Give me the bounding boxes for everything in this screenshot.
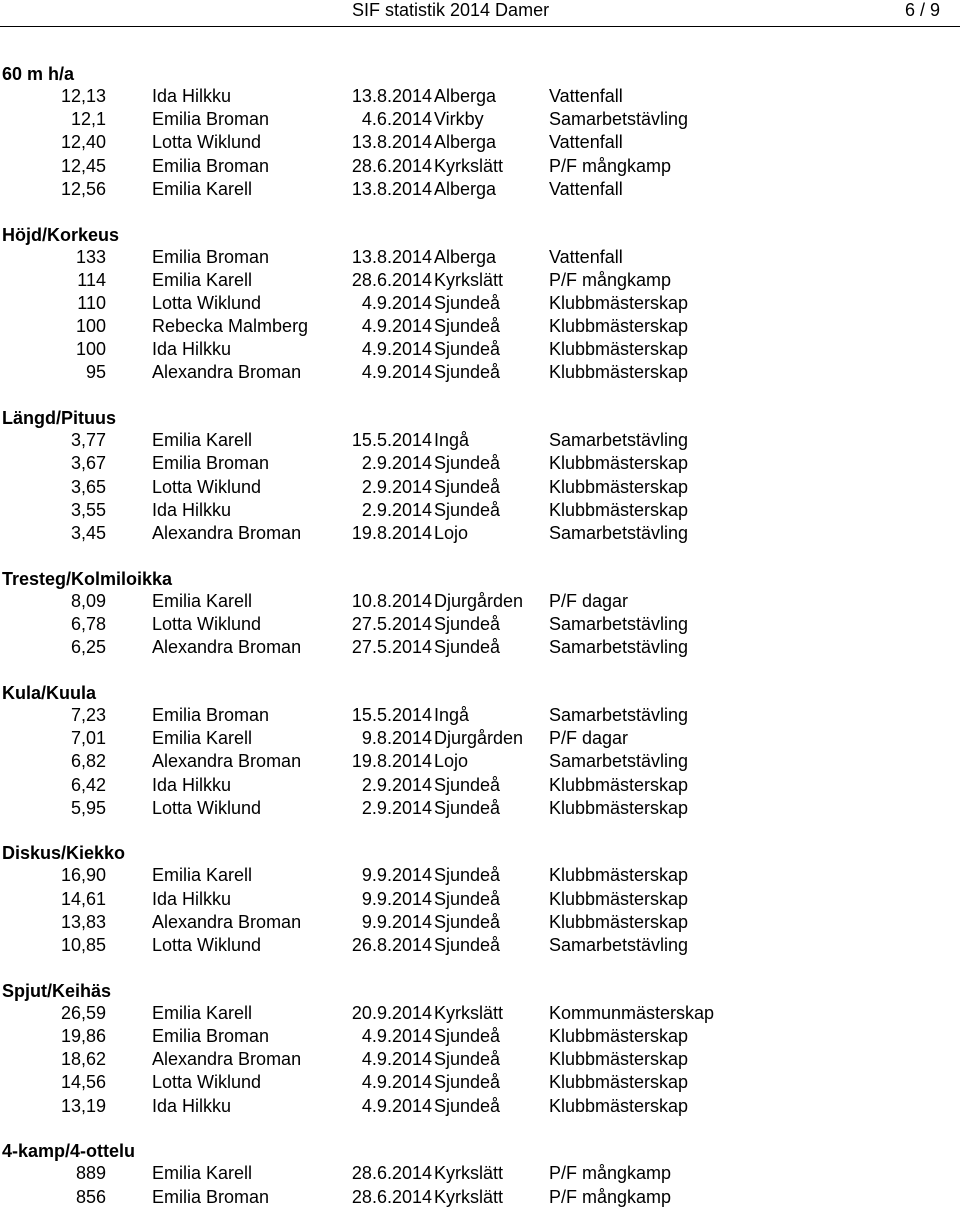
result-row bbox=[0, 178, 960, 201]
competition-name: Samarbetstävling bbox=[549, 523, 689, 543]
result-row bbox=[0, 1025, 960, 1048]
competition-name: Klubbmästerskap bbox=[549, 797, 689, 818]
competition-date: 2.9.2014 bbox=[361, 774, 432, 795]
event-section bbox=[0, 63, 960, 201]
competition-name: Klubbmästerskap bbox=[549, 865, 689, 886]
result-value: 7,01 bbox=[70, 728, 106, 749]
event-section bbox=[0, 980, 960, 1118]
competition-place: Djurgården bbox=[434, 728, 524, 749]
result-value: 6,82 bbox=[70, 751, 106, 772]
competition-date: 20.9.2014 bbox=[351, 1002, 432, 1023]
page-header bbox=[0, 0, 960, 27]
competition-date: 13.8.2014 bbox=[351, 246, 432, 267]
section-title: Diskus/Kiekko bbox=[2, 843, 126, 864]
competition-place: Kyrkslätt bbox=[434, 1163, 504, 1184]
athlete-name: Emilia Karell bbox=[152, 1002, 253, 1023]
competition-date: 4.9.2014 bbox=[361, 1049, 432, 1070]
competition-place: Alberga bbox=[434, 132, 497, 153]
competition-place: Sjundeå bbox=[434, 1072, 501, 1093]
result-value: 12,1 bbox=[70, 109, 106, 130]
result-value: 8,09 bbox=[70, 590, 106, 611]
competition-date: 19.8.2014 bbox=[351, 523, 432, 543]
result-value: 3,55 bbox=[70, 499, 106, 520]
competition-date: 13.8.2014 bbox=[351, 132, 432, 153]
result-row bbox=[0, 590, 960, 613]
athlete-name: Emilia Broman bbox=[152, 704, 270, 725]
section-title: Längd/Pituus bbox=[2, 408, 116, 429]
competition-name: Samarbetstävling bbox=[549, 613, 689, 634]
competition-name: Samarbetstävling bbox=[549, 935, 689, 956]
result-row bbox=[0, 1071, 960, 1094]
result-value: 6,42 bbox=[70, 774, 106, 795]
result-row bbox=[0, 522, 960, 545]
competition-place: Alberga bbox=[434, 86, 497, 106]
result-value: 3,67 bbox=[70, 453, 106, 474]
competition-name: P/F mångkamp bbox=[549, 1163, 672, 1184]
athlete-name: Emilia Karell bbox=[152, 269, 253, 290]
result-row bbox=[0, 1048, 960, 1071]
athlete-name: Ida Hilkku bbox=[152, 339, 232, 360]
result-row bbox=[0, 155, 960, 178]
competition-name: P/F mångkamp bbox=[549, 155, 672, 176]
competition-place: Sjundeå bbox=[434, 292, 501, 313]
result-value: 133 bbox=[75, 246, 106, 267]
athlete-name: Ida Hilkku bbox=[152, 888, 232, 909]
competition-name: Kommunmästerskap bbox=[549, 1002, 715, 1023]
section-title: Höjd/Korkeus bbox=[2, 224, 120, 245]
result-value: 6,25 bbox=[70, 637, 106, 658]
result-value: 12,45 bbox=[60, 155, 106, 176]
result-row bbox=[0, 911, 960, 934]
competition-name: Samarbetstävling bbox=[549, 751, 689, 772]
athlete-name: Emilia Broman bbox=[152, 453, 270, 474]
competition-date: 2.9.2014 bbox=[361, 797, 432, 818]
result-row bbox=[0, 636, 960, 659]
competition-place: Lojo bbox=[434, 523, 469, 543]
competition-date: 28.6.2014 bbox=[351, 155, 432, 176]
competition-name: P/F dagar bbox=[549, 590, 629, 611]
competition-place: Sjundeå bbox=[434, 316, 501, 337]
competition-place: Alberga bbox=[434, 178, 497, 199]
athlete-name: Emilia Broman bbox=[152, 246, 270, 267]
competition-date: 19.8.2014 bbox=[351, 751, 432, 772]
result-value: 12,56 bbox=[60, 178, 106, 199]
competition-name: Samarbetstävling bbox=[549, 430, 689, 451]
athlete-name: Alexandra Broman bbox=[152, 911, 302, 932]
result-row bbox=[0, 292, 960, 315]
section-title: Kula/Kuula bbox=[2, 682, 97, 703]
competition-date: 10.8.2014 bbox=[351, 590, 432, 611]
athlete-name: Alexandra Broman bbox=[152, 637, 302, 658]
athlete-name: Alexandra Broman bbox=[152, 362, 302, 383]
competition-place: Kyrkslätt bbox=[434, 269, 504, 290]
competition-place: Sjundeå bbox=[434, 865, 501, 886]
result-row bbox=[0, 797, 960, 820]
athlete-name: Rebecka Malmberg bbox=[152, 316, 309, 337]
event-section bbox=[0, 407, 960, 545]
competition-date: 9.9.2014 bbox=[361, 865, 432, 886]
result-value: 18,62 bbox=[60, 1049, 106, 1070]
competition-name: P/F mångkamp bbox=[549, 1186, 672, 1207]
competition-name: Klubbmästerskap bbox=[549, 774, 689, 795]
result-row bbox=[0, 131, 960, 154]
competition-place: Sjundeå bbox=[434, 362, 501, 383]
competition-date: 13.8.2014 bbox=[351, 86, 432, 106]
result-value: 100 bbox=[75, 316, 106, 337]
result-row bbox=[0, 476, 960, 499]
competition-name: Vattenfall bbox=[549, 246, 623, 267]
athlete-name: Emilia Karell bbox=[152, 1163, 253, 1184]
section-title: Tresteg/Kolmiloikka bbox=[2, 568, 173, 589]
result-value: 95 bbox=[85, 362, 106, 383]
athlete-name: Emilia Karell bbox=[152, 430, 253, 451]
result-row bbox=[0, 1095, 960, 1118]
result-row bbox=[0, 338, 960, 361]
athlete-name: Alexandra Broman bbox=[152, 751, 302, 772]
result-row bbox=[0, 315, 960, 338]
document-title: SIF statistik 2014 Damer bbox=[352, 0, 550, 20]
competition-name: Klubbmästerskap bbox=[549, 499, 689, 520]
result-value: 12,13 bbox=[60, 86, 106, 106]
results-list bbox=[0, 63, 960, 1231]
competition-date: 27.5.2014 bbox=[351, 637, 432, 658]
competition-place: Kyrkslätt bbox=[434, 155, 504, 176]
result-value: 3,77 bbox=[70, 430, 106, 451]
competition-date: 4.9.2014 bbox=[361, 362, 432, 383]
competition-date: 2.9.2014 bbox=[361, 476, 432, 497]
competition-name: Klubbmästerskap bbox=[549, 339, 689, 360]
result-row bbox=[0, 750, 960, 773]
competition-date: 4.9.2014 bbox=[361, 1072, 432, 1093]
event-section bbox=[0, 568, 960, 660]
result-value: 13,19 bbox=[60, 1095, 106, 1116]
result-row bbox=[0, 727, 960, 750]
competition-name: Klubbmästerskap bbox=[549, 362, 689, 383]
competition-date: 4.6.2014 bbox=[361, 109, 432, 130]
competition-name: Klubbmästerskap bbox=[549, 292, 689, 313]
athlete-name: Ida Hilkku bbox=[152, 499, 232, 520]
competition-name: Klubbmästerskap bbox=[549, 888, 689, 909]
result-row bbox=[0, 361, 960, 384]
competition-date: 28.6.2014 bbox=[351, 1163, 432, 1184]
competition-place: Sjundeå bbox=[434, 476, 501, 497]
result-value: 10,85 bbox=[60, 935, 106, 956]
result-value: 3,65 bbox=[70, 476, 106, 497]
result-row bbox=[0, 774, 960, 797]
section-title: 4-kamp/4-ottelu bbox=[2, 1141, 136, 1162]
competition-date: 4.9.2014 bbox=[361, 292, 432, 313]
competition-date: 2.9.2014 bbox=[361, 453, 432, 474]
result-row bbox=[0, 888, 960, 911]
competition-name: Klubbmästerskap bbox=[549, 476, 689, 497]
result-row bbox=[0, 269, 960, 292]
competition-place: Sjundeå bbox=[434, 1026, 501, 1046]
result-value: 13,83 bbox=[60, 911, 106, 932]
athlete-name: Alexandra Broman bbox=[152, 523, 302, 543]
competition-place: Sjundeå bbox=[434, 1095, 501, 1116]
athlete-name: Emilia Broman bbox=[152, 1186, 270, 1207]
athlete-name: Alexandra Broman bbox=[152, 1049, 302, 1070]
competition-name: Klubbmästerskap bbox=[549, 1072, 689, 1093]
result-row bbox=[0, 613, 960, 636]
result-row bbox=[0, 1186, 960, 1209]
competition-date: 2.9.2014 bbox=[361, 499, 432, 520]
competition-name: Vattenfall bbox=[549, 132, 623, 153]
competition-place: Ingå bbox=[434, 704, 470, 725]
result-row bbox=[0, 704, 960, 727]
competition-place: Sjundeå bbox=[434, 637, 501, 658]
competition-place: Virkby bbox=[434, 109, 484, 130]
result-value: 26,59 bbox=[60, 1002, 106, 1023]
result-row bbox=[0, 1162, 960, 1185]
competition-place: Sjundeå bbox=[434, 1049, 501, 1070]
competition-date: 4.9.2014 bbox=[361, 339, 432, 360]
competition-date: 9.9.2014 bbox=[361, 888, 432, 909]
competition-place: Kyrkslätt bbox=[434, 1186, 504, 1207]
result-value: 16,90 bbox=[60, 865, 106, 886]
competition-place: Sjundeå bbox=[434, 453, 501, 474]
competition-place: Ingå bbox=[434, 430, 470, 451]
result-row bbox=[0, 108, 960, 131]
competition-date: 26.8.2014 bbox=[351, 935, 432, 956]
competition-date: 13.8.2014 bbox=[351, 178, 432, 199]
competition-date: 4.9.2014 bbox=[361, 1095, 432, 1116]
athlete-name: Lotta Wiklund bbox=[152, 613, 262, 634]
result-row bbox=[0, 452, 960, 475]
event-section bbox=[0, 224, 960, 385]
result-value: 889 bbox=[75, 1163, 106, 1184]
event-section bbox=[0, 1140, 960, 1208]
competition-name: Klubbmästerskap bbox=[549, 1095, 689, 1116]
competition-date: 4.9.2014 bbox=[361, 316, 432, 337]
athlete-name: Lotta Wiklund bbox=[152, 476, 262, 497]
competition-name: Klubbmästerskap bbox=[549, 1049, 689, 1070]
competition-name: P/F mångkamp bbox=[549, 269, 672, 290]
section-title: Spjut/Keihäs bbox=[2, 980, 112, 1001]
result-value: 114 bbox=[77, 269, 106, 290]
competition-date: 28.6.2014 bbox=[351, 269, 432, 290]
result-row bbox=[0, 246, 960, 269]
competition-name: Vattenfall bbox=[549, 178, 623, 199]
athlete-name: Emilia Broman bbox=[152, 1026, 270, 1046]
competition-place: Sjundeå bbox=[434, 339, 501, 360]
competition-place: Kyrkslätt bbox=[434, 1002, 504, 1023]
competition-name: Klubbmästerskap bbox=[549, 1026, 689, 1046]
athlete-name: Emilia Karell bbox=[152, 728, 253, 749]
result-value: 12,40 bbox=[60, 132, 106, 153]
athlete-name: Emilia Broman bbox=[152, 155, 270, 176]
competition-place: Sjundeå bbox=[434, 911, 501, 932]
result-value: 5,95 bbox=[70, 797, 106, 818]
result-row bbox=[0, 499, 960, 522]
page-number: 6 / 9 bbox=[905, 0, 941, 20]
competition-date: 28.6.2014 bbox=[351, 1186, 432, 1207]
athlete-name: Ida Hilkku bbox=[152, 1095, 232, 1116]
result-value: 19,86 bbox=[60, 1026, 106, 1046]
athlete-name: Lotta Wiklund bbox=[152, 292, 262, 313]
competition-place: Sjundeå bbox=[434, 935, 501, 956]
event-section bbox=[0, 682, 960, 820]
competition-name: Samarbetstävling bbox=[549, 704, 689, 725]
competition-name: P/F dagar bbox=[549, 728, 629, 749]
result-row bbox=[0, 429, 960, 452]
result-value: 14,56 bbox=[60, 1072, 106, 1093]
competition-date: 15.5.2014 bbox=[351, 704, 432, 725]
competition-name: Samarbetstävling bbox=[549, 637, 689, 658]
result-row bbox=[0, 1002, 960, 1025]
athlete-name: Emilia Karell bbox=[152, 865, 253, 886]
event-section bbox=[0, 842, 960, 957]
athlete-name: Lotta Wiklund bbox=[152, 935, 262, 956]
athlete-name: Lotta Wiklund bbox=[152, 797, 262, 818]
competition-name: Samarbetstävling bbox=[549, 109, 689, 130]
competition-place: Sjundeå bbox=[434, 613, 501, 634]
competition-name: Vattenfall bbox=[549, 86, 623, 106]
competition-date: 9.8.2014 bbox=[361, 728, 432, 749]
section-title: 60 m h/a bbox=[2, 64, 75, 84]
athlete-name: Ida Hilkku bbox=[152, 86, 232, 106]
result-value: 100 bbox=[75, 339, 106, 360]
result-row bbox=[0, 85, 960, 108]
competition-place: Lojo bbox=[434, 751, 469, 772]
competition-name: Klubbmästerskap bbox=[549, 453, 689, 474]
result-row bbox=[0, 934, 960, 957]
competition-place: Alberga bbox=[434, 246, 497, 267]
competition-name: Klubbmästerskap bbox=[549, 911, 689, 932]
athlete-name: Lotta Wiklund bbox=[152, 132, 262, 153]
result-value: 3,45 bbox=[70, 523, 106, 543]
competition-place: Sjundeå bbox=[434, 797, 501, 818]
competition-place: Sjundeå bbox=[434, 774, 501, 795]
competition-date: 15.5.2014 bbox=[351, 430, 432, 451]
competition-date: 9.9.2014 bbox=[361, 911, 432, 932]
result-value: 110 bbox=[77, 292, 106, 313]
competition-place: Sjundeå bbox=[434, 888, 501, 909]
result-value: 7,23 bbox=[70, 704, 106, 725]
athlete-name: Emilia Karell bbox=[152, 590, 253, 611]
competition-place: Djurgården bbox=[434, 590, 524, 611]
result-value: 14,61 bbox=[60, 888, 106, 909]
competition-date: 27.5.2014 bbox=[351, 613, 432, 634]
competition-place: Sjundeå bbox=[434, 499, 501, 520]
result-row bbox=[0, 864, 960, 887]
competition-name: Klubbmästerskap bbox=[549, 316, 689, 337]
athlete-name: Ida Hilkku bbox=[152, 774, 232, 795]
competition-date: 4.9.2014 bbox=[361, 1026, 432, 1046]
athlete-name: Lotta Wiklund bbox=[152, 1072, 262, 1093]
result-value: 6,78 bbox=[70, 613, 106, 634]
result-value: 856 bbox=[75, 1186, 106, 1207]
athlete-name: Emilia Broman bbox=[152, 109, 270, 130]
athlete-name: Emilia Karell bbox=[152, 178, 253, 199]
